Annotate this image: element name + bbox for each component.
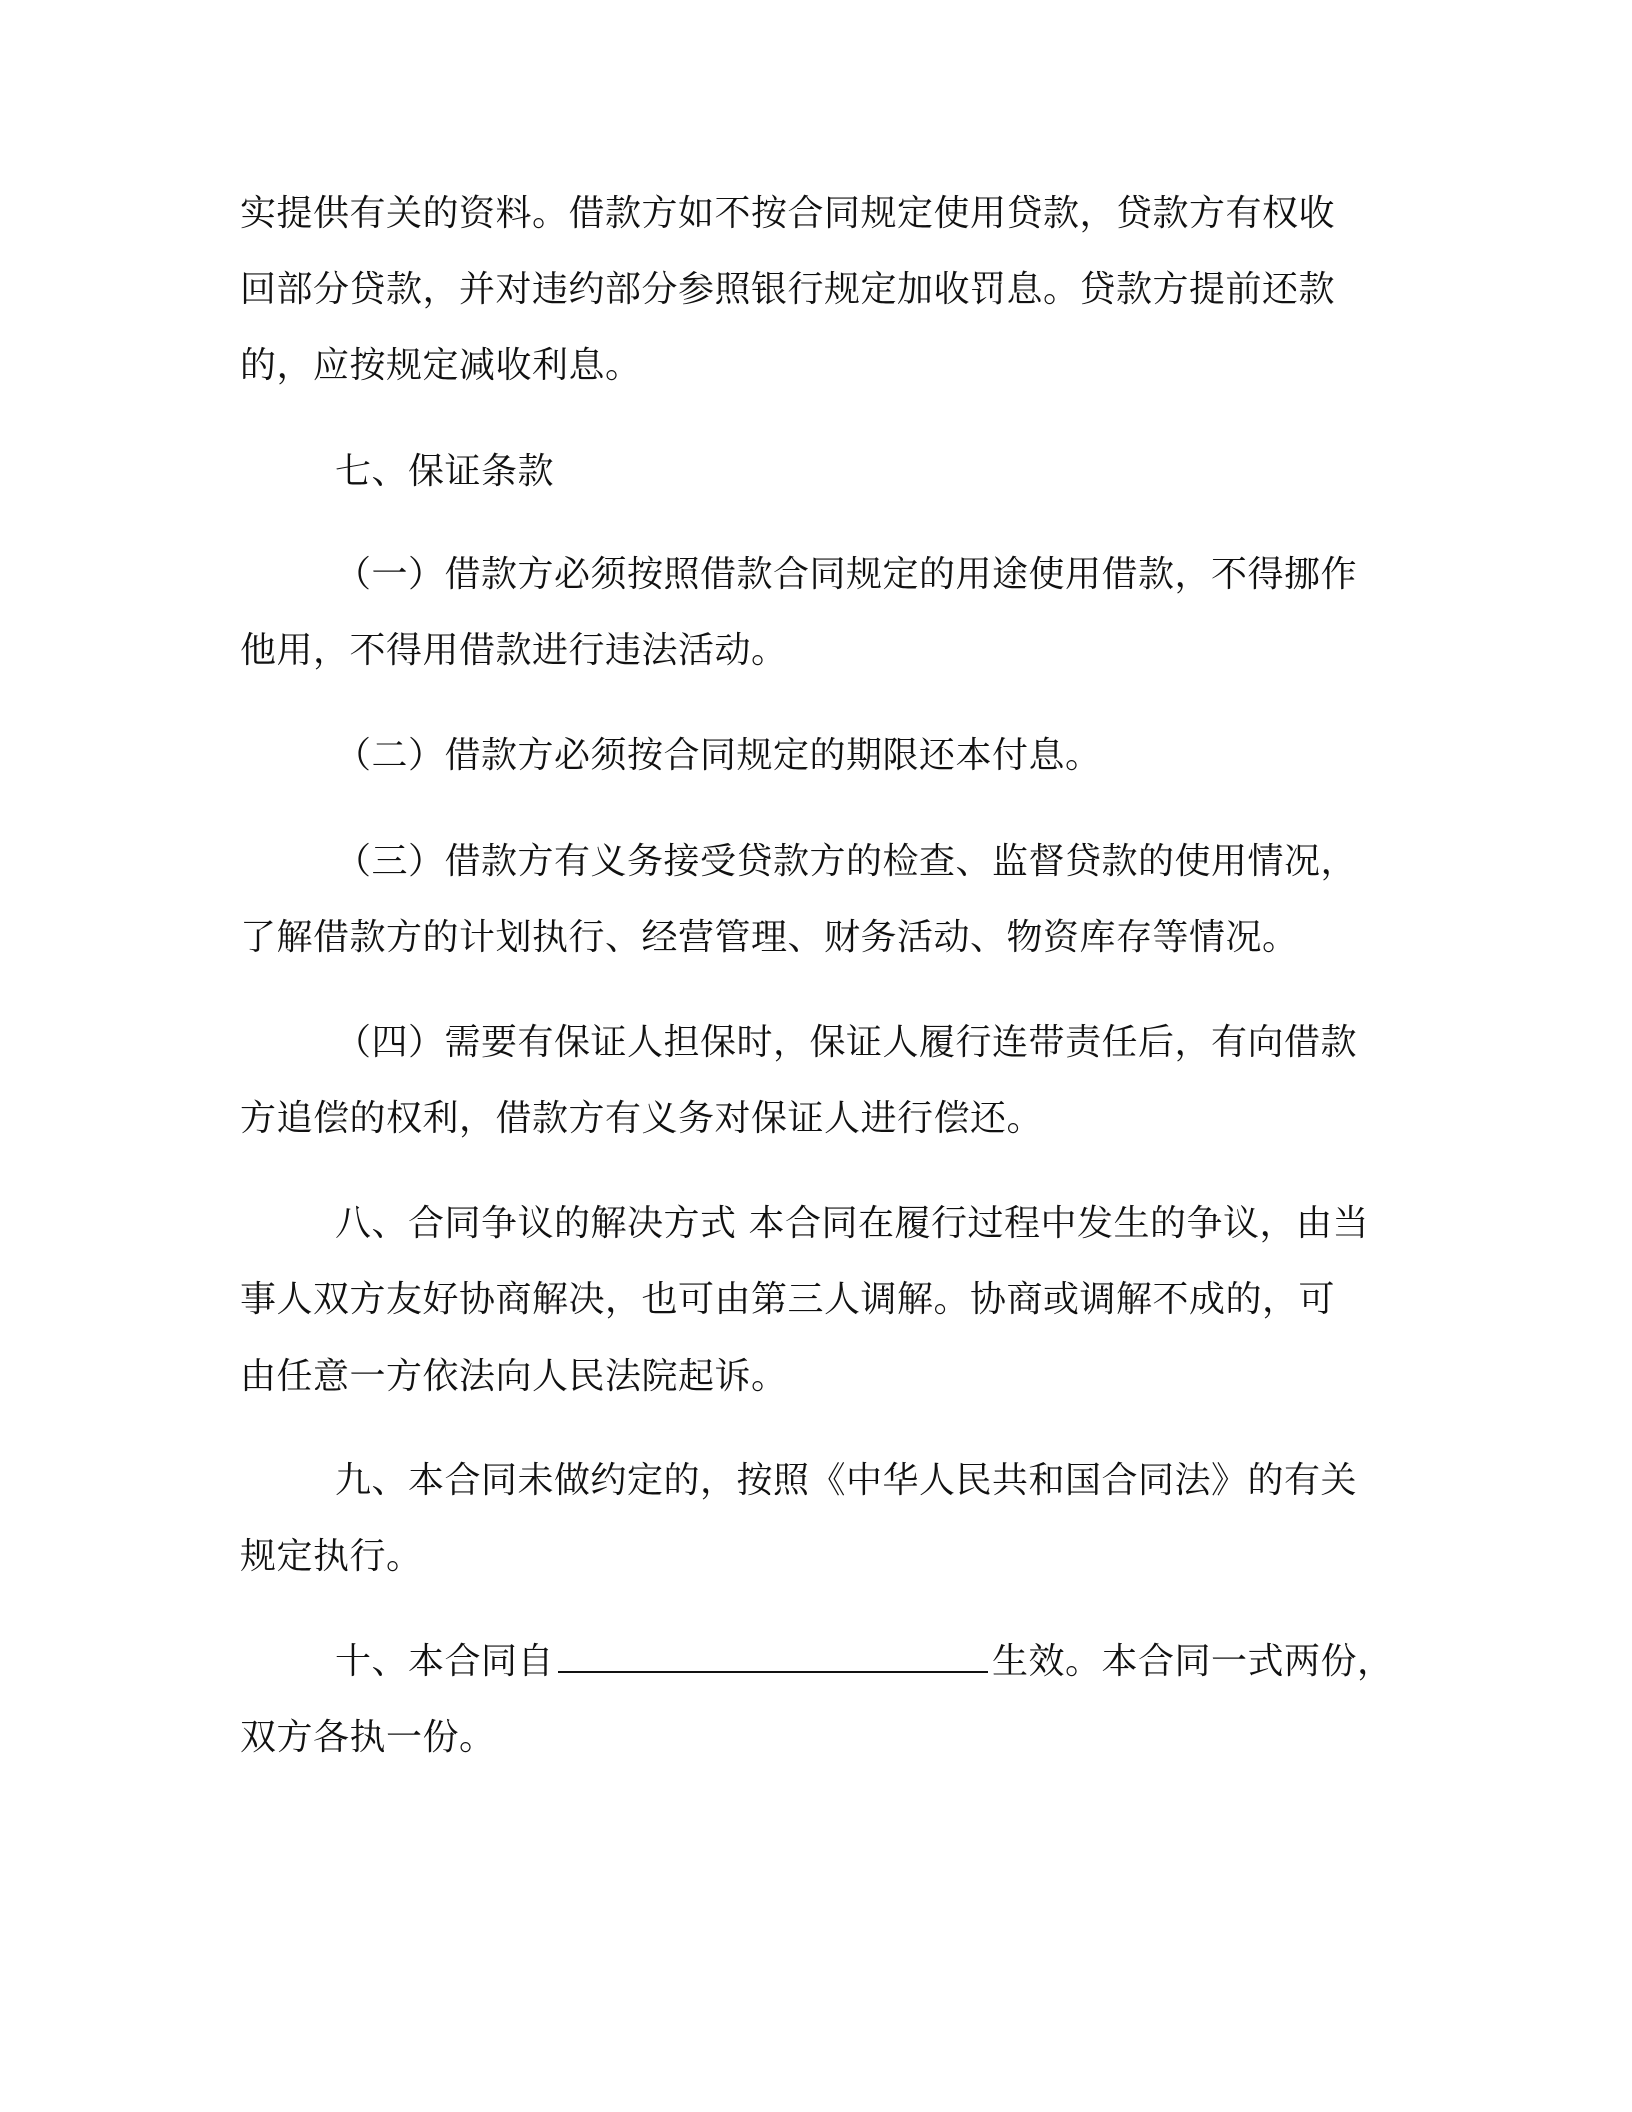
section7-item3-line-1: （三）借款方有义务接受贷款方的检查、监督贷款的使用情况， bbox=[335, 841, 1358, 882]
section7-item2-line-1: （二）借款方必须按合同规定的期限还本付息。 bbox=[335, 735, 1102, 776]
section10-prefix: 十、本合同自 bbox=[335, 1641, 555, 1682]
para6-line-3: 的，应按规定减收利息。 bbox=[240, 345, 642, 386]
section10-suffix: 生效。本合同一式两份， bbox=[992, 1641, 1394, 1682]
section7-item1-line-1: （一）借款方必须按照借款合同规定的用途使用借款，不得挪作 bbox=[335, 554, 1358, 595]
section7-heading: 七、保证条款 bbox=[335, 451, 555, 492]
section9-line-2: 规定执行。 bbox=[240, 1536, 423, 1577]
section7-item4-line-1: （四）需要有保证人担保时，保证人履行连带责任后，有向借款 bbox=[335, 1022, 1358, 1063]
section9-line-1: 九、本合同未做约定的，按照《中华人民共和国合同法》的有关 bbox=[335, 1460, 1358, 1501]
section10-line-1 bbox=[335, 1638, 1394, 1686]
section8-line-2: 事人双方友好协商解决，也可由第三人调解。协商或调解不成的，可 bbox=[240, 1279, 1336, 1320]
section7-item4-line-2: 方追偿的权利，借款方有义务对保证人进行偿还。 bbox=[240, 1098, 1044, 1139]
section10-line-2: 双方各执一份。 bbox=[240, 1717, 496, 1758]
para6-line-2: 回部分贷款，并对违约部分参照银行规定加收罚息。贷款方提前还款 bbox=[240, 269, 1336, 310]
section8-line-3: 由任意一方依法向人民法院起诉。 bbox=[240, 1356, 788, 1397]
section7-item3-line-2: 了解借款方的计划执行、经营管理、财务活动、物资库存等情况。 bbox=[240, 917, 1299, 958]
para6-line-1: 实提供有关的资料。借款方如不按合同规定使用贷款，贷款方有权收 bbox=[240, 193, 1336, 234]
effective-date-blank bbox=[558, 1667, 988, 1673]
section8-line-1: 八、合同争议的解决方式 本合同在履行过程中发生的争议，由当 bbox=[335, 1203, 1369, 1244]
section7-item1-line-2: 他用，不得用借款进行违法活动。 bbox=[240, 630, 788, 671]
